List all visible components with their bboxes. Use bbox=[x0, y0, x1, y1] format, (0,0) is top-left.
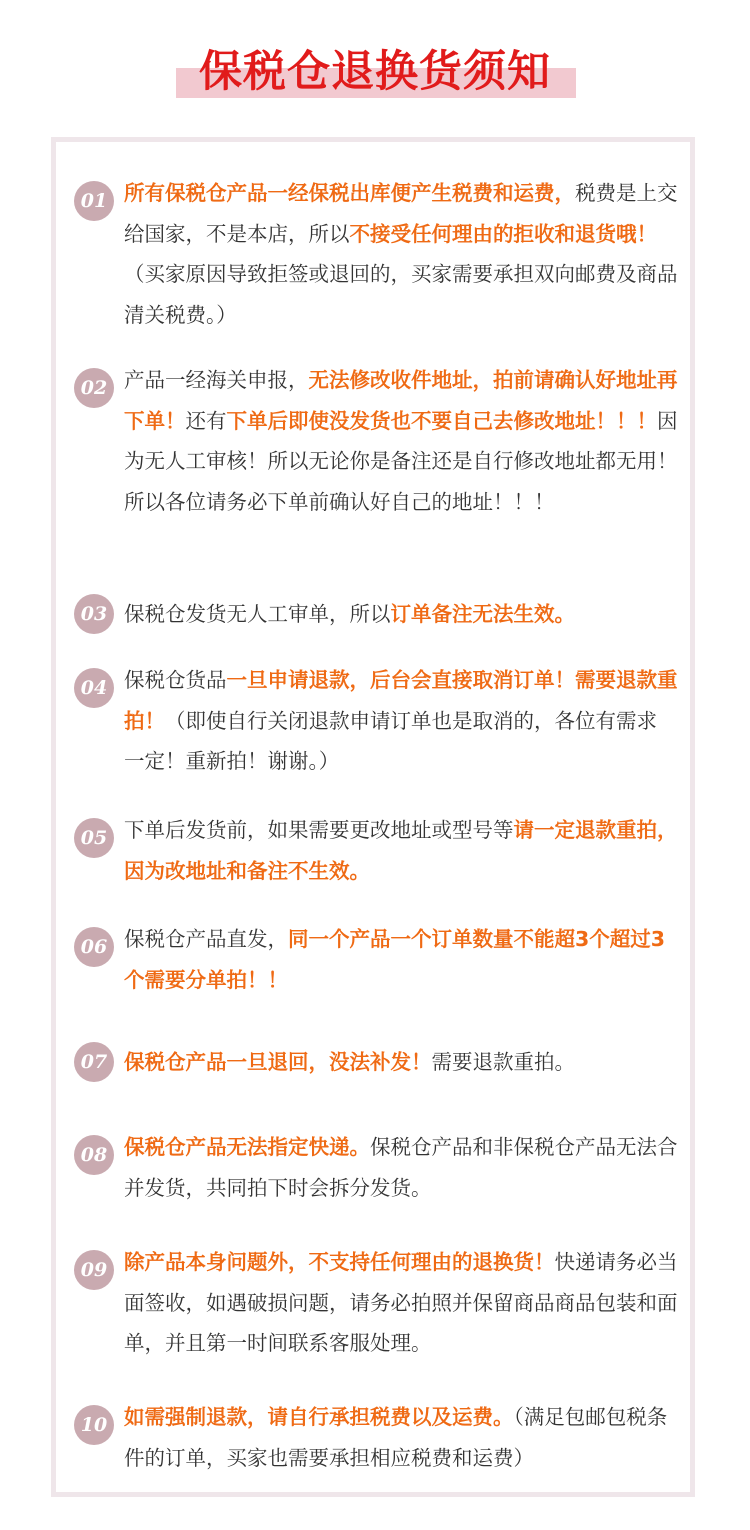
highlight-text: 无法修改收件地址，拍前请确认好地址再下单！ bbox=[124, 368, 678, 433]
plain-text: 需要退款重拍。 bbox=[431, 1050, 575, 1074]
item-text bbox=[124, 1242, 680, 1364]
plain-text: 税费是上交给国家，不是本店，所以 bbox=[124, 181, 678, 246]
plain-text: 下单后发货前，如果需要更改地址或型号等 bbox=[124, 818, 514, 842]
highlight-text: 除产品本身问题外，不支持任何理由的退换货！ bbox=[124, 1250, 555, 1274]
item-number-badge: 03 bbox=[74, 594, 114, 634]
item-number-badge: 06 bbox=[74, 927, 114, 967]
item-number-badge: 07 bbox=[74, 1042, 114, 1082]
item-text bbox=[124, 594, 680, 635]
plain-text: 因为无人工审核！所以无论你是备注还是自行修改地址都无用！所以各位请务必下单前确认好自己的地址！！！ bbox=[124, 408, 678, 514]
item-text bbox=[124, 360, 680, 522]
item-number-badge: 01 bbox=[74, 181, 114, 221]
notice-panel bbox=[51, 137, 695, 1497]
plain-text: 还有 bbox=[185, 408, 227, 433]
item-number-badge: 09 bbox=[74, 1250, 114, 1290]
highlight-text: 保税仓产品无法指定快递。 bbox=[124, 1135, 370, 1159]
item-text bbox=[124, 919, 680, 1000]
plain-text: 产品一经海关申报， bbox=[124, 368, 309, 392]
item-text bbox=[124, 810, 680, 891]
item-text bbox=[124, 173, 680, 335]
item-text bbox=[124, 660, 680, 782]
plain-text: 保税仓发货无人工审单，所以 bbox=[124, 602, 391, 626]
plain-text: 保税仓产品和非保税仓产品无法合并发货，共同拍下时会拆分发货。 bbox=[124, 1135, 678, 1200]
plain-text: 快递请务必当面签收，如遇破损问题，请务必拍照并保留商品商品包装和面单，并且第一时间联系客服处理。 bbox=[124, 1250, 678, 1355]
highlight-text: 不接受任何理由的拒收和退货哦！ bbox=[349, 221, 657, 246]
plain-text: （满足包邮包税条件的订单，买家也需要承担相应税费和运费） bbox=[124, 1405, 668, 1470]
highlight-text: 如需强制退款，请自行承担税费以及运费。 bbox=[124, 1405, 514, 1429]
plain-text: 保税仓产品直发， bbox=[124, 927, 288, 951]
header bbox=[0, 0, 750, 120]
highlight-text: 同一个产品一个订单数量不能超3个超过3个需要分单拍！！ bbox=[124, 927, 666, 992]
item-number-badge: 04 bbox=[74, 668, 114, 708]
plain-text: 保税仓货品 bbox=[124, 668, 227, 692]
item-text bbox=[124, 1127, 680, 1208]
item-text bbox=[124, 1397, 680, 1478]
highlight-text: 一旦申请退款，后台会直接取消订单！需要退款重拍！ bbox=[124, 668, 678, 733]
highlight-text: 请一定退款重拍，因为改地址和备注不生效。 bbox=[124, 818, 678, 883]
item-number-badge: 05 bbox=[74, 818, 114, 858]
highlight-text: 保税仓产品一旦退回，没法补发！ bbox=[124, 1050, 432, 1074]
item-number-badge: 02 bbox=[74, 368, 114, 408]
item-text bbox=[124, 1042, 680, 1083]
item-number-badge: 08 bbox=[74, 1135, 114, 1175]
page-title: 保税仓退换货须知 bbox=[199, 47, 551, 97]
highlight-text: 订单备注无法生效。 bbox=[390, 602, 575, 626]
plain-text: （买家原因导致拒签或退回的，买家需要承担双向邮费及商品清关税费。） bbox=[124, 262, 678, 327]
plain-text: （即使自行关闭退款申请订单也是取消的，各位有需求 一定！重新拍！谢谢。） bbox=[124, 708, 657, 773]
highlight-text: 所有保税仓产品一经保税出库便产生税费和运费， bbox=[124, 181, 575, 205]
item-number-badge: 10 bbox=[74, 1405, 114, 1445]
highlight-text: 下单后即使没发货也不要自己去修改地址！！！ bbox=[226, 408, 657, 433]
